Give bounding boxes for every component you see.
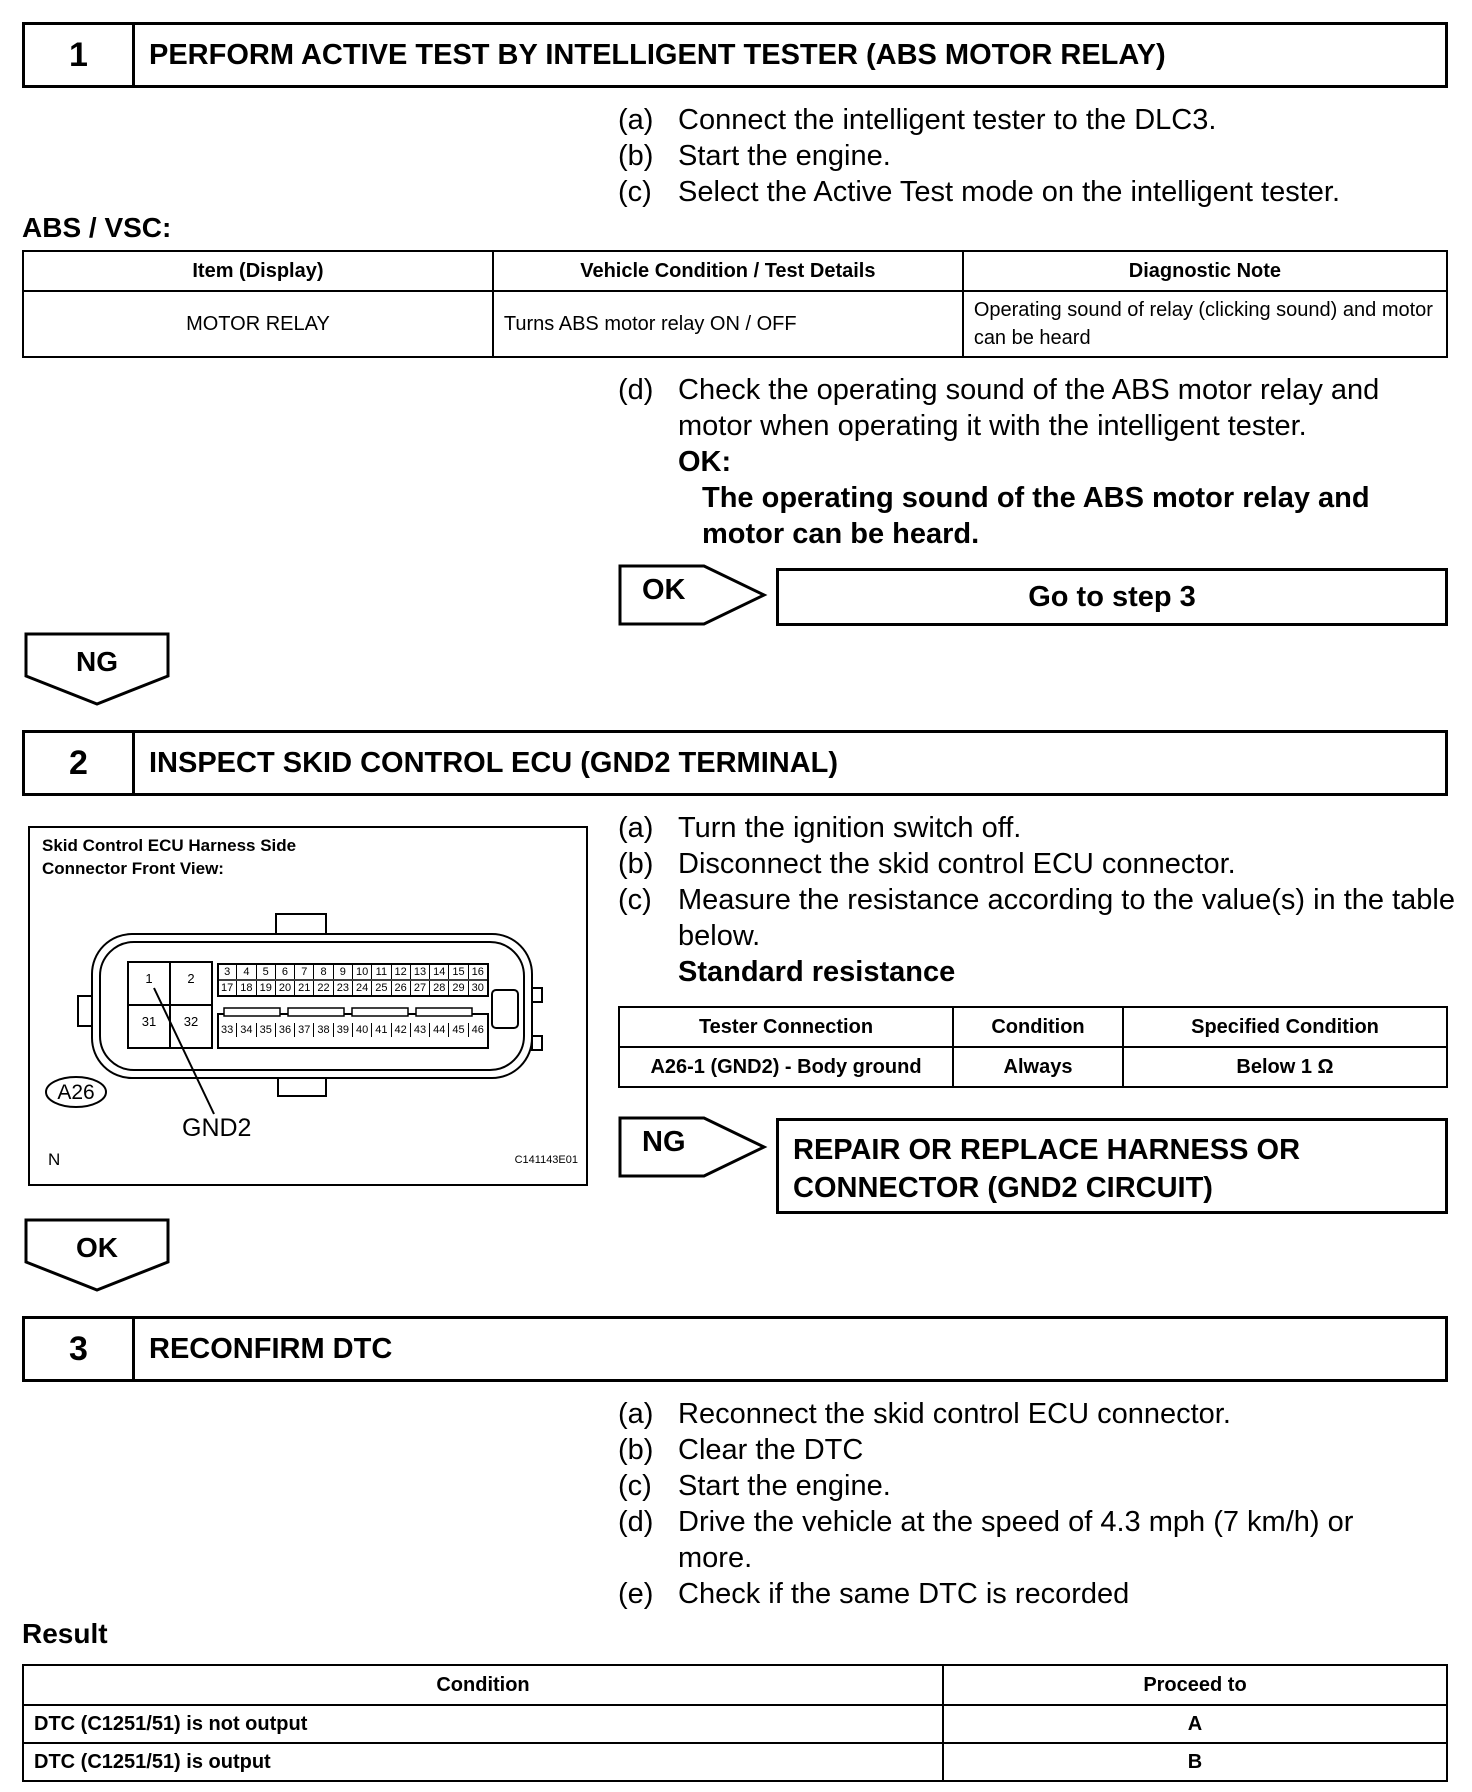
instruction-label: (c) (618, 1470, 652, 1502)
pin-number: 3 (218, 965, 237, 979)
pin-number: 39 (334, 1023, 353, 1037)
pin-number: 7 (295, 965, 314, 979)
branch-target: REPAIR OR REPLACE HARNESS OR CONNECTOR (GND2 CIRCUIT) (776, 1118, 1448, 1214)
instruction-text: Check the operating sound of the ABS motor relay and motor when operating it with the intelligent tester. (678, 374, 1380, 442)
table-header-row (23, 1665, 1447, 1705)
pin-number: 17 (218, 981, 237, 995)
table-header-cell: Item (Display) (23, 251, 493, 291)
pin-number: 32 (183, 1014, 199, 1029)
connector-drawing (30, 828, 586, 1184)
pin-number: 16 (469, 965, 488, 979)
ng-branch-arrow (618, 1116, 768, 1178)
step-1-instructions (618, 102, 1458, 210)
instruction-text: Turn the ignition switch off. (678, 812, 1022, 844)
table-header-row (619, 1007, 1447, 1047)
bubble-label: NG (76, 646, 118, 677)
instruction-item (618, 1576, 1458, 1612)
instruction-item (618, 138, 1458, 174)
bubble-label: OK (76, 1232, 118, 1263)
connector-id: A26 (57, 1081, 95, 1104)
table-row (23, 1743, 1447, 1781)
ok-label: OK: (678, 446, 732, 478)
instruction-label: (e) (618, 1578, 654, 1610)
table-header-row (23, 251, 1447, 291)
instruction-item (618, 810, 1458, 846)
pin-number: 8 (314, 965, 333, 979)
instruction-text: Clear the DTC (678, 1434, 864, 1466)
table-header-cell: Specified Condition (1123, 1007, 1447, 1047)
pin-number: 35 (257, 1023, 276, 1037)
pin-number: 14 (430, 965, 449, 979)
table-cell: Below 1 Ω (1123, 1047, 1447, 1087)
instruction-label: (b) (618, 1434, 654, 1466)
instruction-item (618, 1396, 1458, 1432)
connector-diagram (28, 826, 588, 1186)
pin-number: 42 (392, 1023, 411, 1037)
table-header-cell: Condition (953, 1007, 1123, 1047)
instruction-text: Start the engine. (678, 140, 891, 172)
table-cell: Operating sound of relay (clicking sound) and motor can be heard (963, 291, 1447, 357)
pin-number: 19 (257, 981, 276, 995)
resistance-table (618, 1006, 1448, 1088)
table-header-cell: Vehicle Condition / Test Details (493, 251, 963, 291)
instruction-item (618, 1468, 1458, 1504)
pin-number: 29 (449, 981, 468, 995)
step-number: 2 (25, 733, 135, 793)
instruction-text: Connect the intelligent tester to the DLC3. (678, 104, 1217, 136)
instruction-label: (a) (618, 104, 654, 136)
pin-row-top (218, 965, 488, 979)
table-row (619, 1047, 1447, 1087)
step-title: RECONFIRM DTC (149, 1332, 393, 1365)
pin-number: 4 (237, 965, 256, 979)
step-3-instructions (618, 1396, 1458, 1612)
active-test-table (22, 250, 1448, 358)
pin-number: 13 (411, 965, 430, 979)
instruction-label: (c) (618, 176, 652, 208)
pin-number: 27 (411, 981, 430, 995)
arrow-right-icon (618, 564, 768, 626)
branch-label: OK (642, 574, 686, 606)
step-3-header (22, 1316, 1448, 1382)
instruction-item (618, 372, 1442, 444)
table-row (23, 1705, 1447, 1743)
branch-target: Go to step 3 (776, 568, 1448, 626)
pin-number: 33 (218, 1023, 237, 1037)
table-cell: DTC (C1251/51) is output (23, 1743, 943, 1781)
pin-number: 24 (353, 981, 372, 995)
table-label: ABS / VSC: (22, 212, 172, 243)
ng-flow-bubble (24, 632, 170, 706)
pin-number: 22 (314, 981, 333, 995)
instruction-item (618, 1432, 1458, 1468)
pin-number: 37 (295, 1023, 314, 1037)
table-cell: Always (953, 1047, 1123, 1087)
table-row (23, 291, 1447, 357)
pin-number: 44 (430, 1023, 449, 1037)
pin-number: 12 (392, 965, 411, 979)
pin-number: 30 (469, 981, 488, 995)
table-header-cell: Proceed to (943, 1665, 1447, 1705)
instruction-text: Reconnect the skid control ECU connector. (678, 1398, 1231, 1430)
pin-number: 34 (237, 1023, 256, 1037)
pin-number: 5 (257, 965, 276, 979)
step-2-instructions (618, 810, 1458, 990)
pin-number: 6 (276, 965, 295, 979)
table-cell: A26-1 (GND2) - Body ground (619, 1047, 953, 1087)
pin-number: 41 (372, 1023, 391, 1037)
instruction-item (618, 846, 1458, 882)
pin-number: 36 (276, 1023, 295, 1037)
step-2-header (22, 730, 1448, 796)
pin-number: 25 (372, 981, 391, 995)
pin-number: 31 (141, 1014, 157, 1029)
pin-number: 28 (430, 981, 449, 995)
pin-number: 23 (334, 981, 353, 995)
instruction-label: (c) (618, 884, 652, 916)
instruction-text: Select the Active Test mode on the intelligent tester. (678, 176, 1341, 208)
instruction-label: (a) (618, 1398, 654, 1430)
table-header-cell: Tester Connection (619, 1007, 953, 1047)
table-cell: Turns ABS motor relay ON / OFF (493, 291, 963, 357)
diagram-title-line-1: Skid Control ECU Harness Side (42, 836, 297, 855)
ok-criteria: The operating sound of the ABS motor relay and motor can be heard. (702, 482, 1370, 550)
step-1-header (22, 22, 1448, 88)
instruction-text: Measure the resistance according to the value(s) in the table below. (678, 884, 1455, 952)
pin-number: 20 (276, 981, 295, 995)
table-cell: B (943, 1743, 1447, 1781)
table-cell: A (943, 1705, 1447, 1743)
pin-label: GND2 (182, 1114, 252, 1142)
instruction-text: Drive the vehicle at the speed of 4.3 mph (7 km/h) or more. (678, 1506, 1354, 1574)
instruction-label: (b) (618, 848, 654, 880)
table-header-cell: Diagnostic Note (963, 251, 1447, 291)
step-number: 3 (25, 1319, 135, 1379)
branch-label: NG (642, 1126, 686, 1158)
ok-branch-arrow (618, 564, 768, 626)
pin-number: 45 (449, 1023, 468, 1037)
pin-number: 26 (392, 981, 411, 995)
arrow-right-icon (618, 1116, 768, 1178)
step-number: 1 (25, 25, 135, 85)
pin-number: 15 (449, 965, 468, 979)
pin-number: 11 (372, 965, 391, 979)
pin-row-bottom (218, 1023, 488, 1037)
corner-label: N (48, 1150, 61, 1169)
pin-number: 21 (295, 981, 314, 995)
pin-number: 43 (411, 1023, 430, 1037)
pin-row-middle (218, 981, 488, 995)
table-cell: DTC (C1251/51) is not output (23, 1705, 943, 1743)
pin-number: 10 (353, 965, 372, 979)
instruction-label: (a) (618, 812, 654, 844)
pin-number: 46 (469, 1023, 488, 1037)
instruction-label: (b) (618, 140, 654, 172)
table-header-cell: Condition (23, 1665, 943, 1705)
instruction-item (618, 174, 1458, 210)
diagram-title-line-2: Connector Front View: (42, 859, 224, 878)
pin-number: 1 (145, 971, 153, 986)
pin-number: 9 (334, 965, 353, 979)
instruction-item (618, 102, 1458, 138)
ok-flow-bubble (24, 1218, 170, 1292)
pin-number: 40 (353, 1023, 372, 1037)
instruction-label: (d) (618, 1506, 654, 1538)
instruction-item (618, 882, 1458, 954)
step-title: INSPECT SKID CONTROL ECU (GND2 TERMINAL) (149, 746, 839, 779)
pin-number: 2 (187, 971, 195, 986)
result-table (22, 1664, 1448, 1782)
pin-number: 18 (237, 981, 256, 995)
result-label: Result (22, 1618, 108, 1649)
figure-code: C141143E01 (514, 1154, 578, 1166)
instruction-item (618, 1504, 1458, 1576)
step-1-instruction-d (618, 372, 1442, 552)
instruction-text: Start the engine. (678, 1470, 891, 1502)
table-cell: MOTOR RELAY (23, 291, 493, 357)
pin-number: 38 (314, 1023, 333, 1037)
standard-label: Standard resistance (678, 956, 956, 988)
instruction-text: Disconnect the skid control ECU connector. (678, 848, 1236, 880)
step-title: PERFORM ACTIVE TEST BY INTELLIGENT TESTER (ABS MOTOR RELAY) (149, 38, 1166, 71)
instruction-text: Check if the same DTC is recorded (678, 1578, 1130, 1610)
instruction-label: (d) (618, 374, 654, 406)
